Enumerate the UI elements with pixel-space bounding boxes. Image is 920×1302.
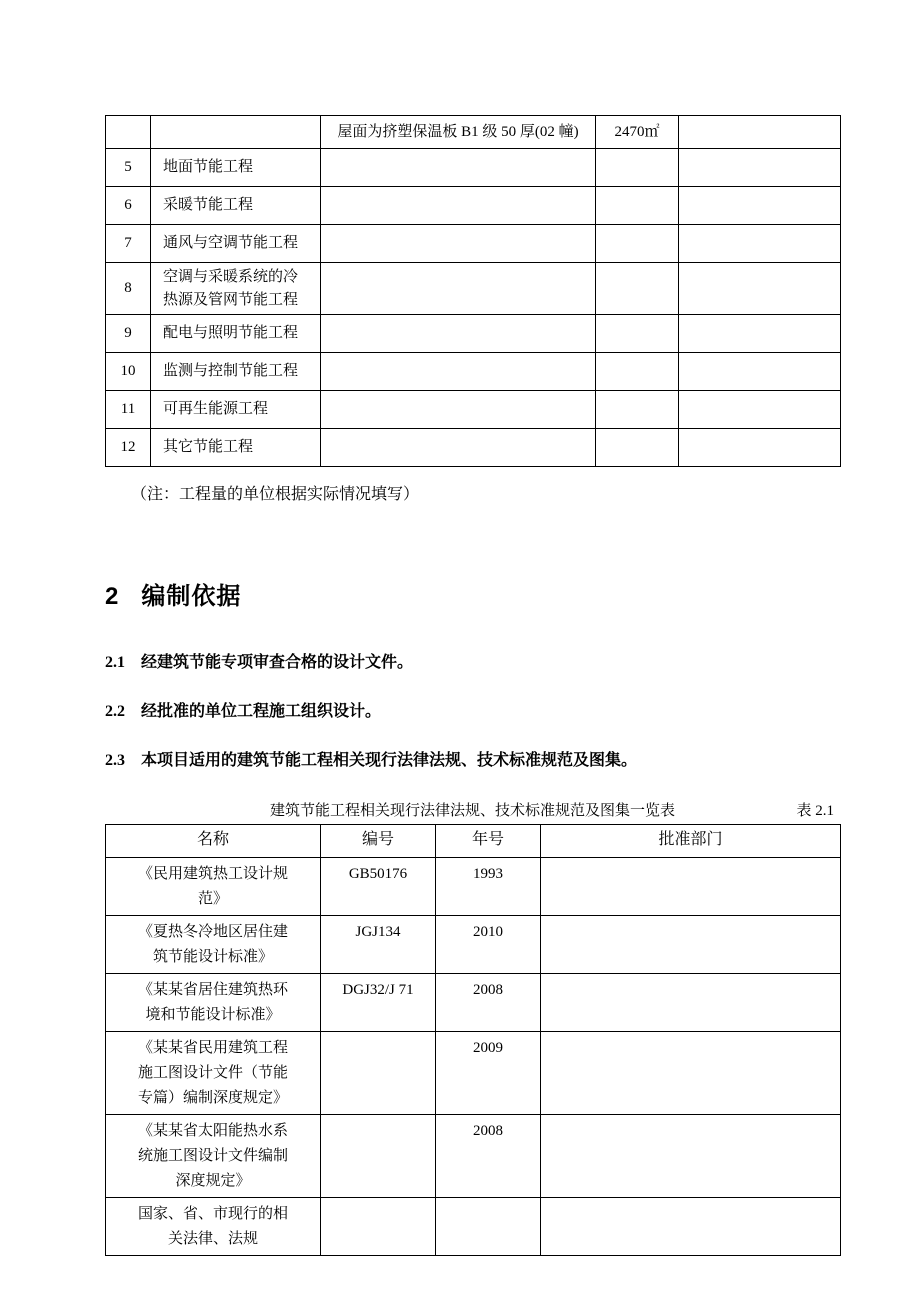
remark-cell [679, 391, 841, 429]
row-number-cell: 8 [106, 263, 151, 315]
clause-number: 2.2 [105, 703, 125, 720]
work-name-cell: 配电与照明节能工程 [151, 315, 321, 353]
table-row [106, 225, 841, 263]
standard-year-cell: 1993 [436, 858, 541, 916]
table-row [106, 429, 841, 467]
clause-2-2 [105, 698, 920, 721]
work-name-cell: 空调与采暖系统的冷热源及管网节能工程 [151, 263, 321, 315]
clause-number: 2.3 [105, 752, 125, 769]
standard-name-cell: 国家、省、市现行的相关法律、法规 [106, 1198, 321, 1256]
header-name: 名称 [106, 825, 321, 858]
standard-name-cell: 《某某省居住建筑热环境和节能设计标准》 [106, 974, 321, 1032]
table-note: （注：工程量的单位根据实际情况填写） [131, 486, 420, 503]
work-name-cell: 监测与控制节能工程 [151, 353, 321, 391]
row-number-cell: 6 [106, 187, 151, 225]
remark-cell [679, 149, 841, 187]
quantity-cell [596, 429, 679, 467]
work-name-cell: 采暖节能工程 [151, 187, 321, 225]
quantity-cell [596, 353, 679, 391]
work-desc-cell [321, 225, 596, 263]
row-number-cell: 12 [106, 429, 151, 467]
standard-name-cell: 《某某省民用建筑工程施工图设计文件（节能专篇）编制深度规定》 [106, 1032, 321, 1115]
standard-year-cell: 2010 [436, 916, 541, 974]
standard-year-cell: 2009 [436, 1032, 541, 1115]
work-desc-cell [321, 353, 596, 391]
quantity-cell [596, 149, 679, 187]
work-desc-cell: 屋面为挤塑保温板 B1 级 50 厚(02 幢) [321, 116, 596, 149]
standard-name-cell: 《民用建筑热工设计规范》 [106, 858, 321, 916]
standard-year-cell: 2008 [436, 974, 541, 1032]
clause-number: 2.1 [105, 654, 125, 671]
standard-dept-cell [541, 974, 841, 1032]
standard-code-cell: DGJ32/J 71 [321, 974, 436, 1032]
table-row [106, 916, 841, 974]
work-desc-cell [321, 149, 596, 187]
section-heading [105, 576, 920, 611]
standard-code-cell [321, 1198, 436, 1256]
standard-dept-cell [541, 858, 841, 916]
row-number-cell: 9 [106, 315, 151, 353]
clause-text: 经批准的单位工程施工组织设计。 [141, 703, 382, 720]
remark-cell [679, 263, 841, 315]
table-row [106, 116, 841, 149]
remark-cell [679, 315, 841, 353]
table-row [106, 187, 841, 225]
work-desc-cell [321, 391, 596, 429]
standard-dept-cell [541, 1032, 841, 1115]
clause-2-3 [105, 747, 920, 770]
remark-cell [679, 187, 841, 225]
work-desc-cell [321, 429, 596, 467]
work-name-cell: 其它节能工程 [151, 429, 321, 467]
energy-works-table [105, 115, 841, 467]
work-name-cell: 地面节能工程 [151, 149, 321, 187]
remark-cell [679, 116, 841, 149]
table-row [106, 263, 841, 315]
standard-code-cell: JGJ134 [321, 916, 436, 974]
table-row [106, 858, 841, 916]
row-number-cell: 7 [106, 225, 151, 263]
table-header-row [106, 825, 841, 858]
standards-table [105, 824, 841, 1256]
remark-cell [679, 429, 841, 467]
standard-code-cell: GB50176 [321, 858, 436, 916]
table-number-label: 表 2.1 [796, 803, 834, 819]
standard-name-cell: 《夏热冬冷地区居住建筑节能设计标准》 [106, 916, 321, 974]
quantity-cell [596, 391, 679, 429]
work-desc-cell [321, 187, 596, 225]
standard-dept-cell [541, 1198, 841, 1256]
row-number-cell: 11 [106, 391, 151, 429]
section-title: 编制依据 [141, 583, 242, 610]
work-name-cell: 通风与空调节能工程 [151, 225, 321, 263]
quantity-cell [596, 315, 679, 353]
work-name-cell: 可再生能源工程 [151, 391, 321, 429]
standard-code-cell [321, 1032, 436, 1115]
header-code: 编号 [321, 825, 436, 858]
remark-cell [679, 225, 841, 263]
header-year: 年号 [436, 825, 541, 858]
standard-year-cell: 2008 [436, 1115, 541, 1198]
table-row [106, 1198, 841, 1256]
row-number-cell: 5 [106, 149, 151, 187]
table-row [106, 149, 841, 187]
section-number: 2 [105, 583, 120, 610]
work-name-cell [151, 116, 321, 149]
table-row [106, 353, 841, 391]
clause-text: 本项目适用的建筑节能工程相关现行法律法规、技术标准规范及图集。 [141, 752, 638, 769]
table-row [106, 1032, 841, 1115]
standard-dept-cell [541, 916, 841, 974]
work-desc-cell [321, 263, 596, 315]
standard-code-cell [321, 1115, 436, 1198]
work-desc-cell [321, 315, 596, 353]
table-row [106, 974, 841, 1032]
quantity-cell: 2470㎡ [596, 116, 679, 149]
quantity-cell [596, 187, 679, 225]
quantity-cell [596, 263, 679, 315]
remark-cell [679, 353, 841, 391]
header-department: 批准部门 [541, 825, 841, 858]
clause-text: 经建筑节能专项审查合格的设计文件。 [141, 654, 414, 671]
standard-name-cell: 《某某省太阳能热水系统施工图设计文件编制深度规定》 [106, 1115, 321, 1198]
clause-2-1 [105, 649, 920, 672]
table-row [106, 391, 841, 429]
standard-dept-cell [541, 1115, 841, 1198]
row-number-cell: 10 [106, 353, 151, 391]
table-caption: 建筑节能工程相关现行法律法规、技术标准规范及图集一览表 [269, 803, 675, 819]
standard-year-cell [436, 1198, 541, 1256]
table-caption-row [105, 800, 840, 822]
row-number-cell [106, 116, 151, 149]
table-row [106, 315, 841, 353]
table-row [106, 1115, 841, 1198]
quantity-cell [596, 225, 679, 263]
